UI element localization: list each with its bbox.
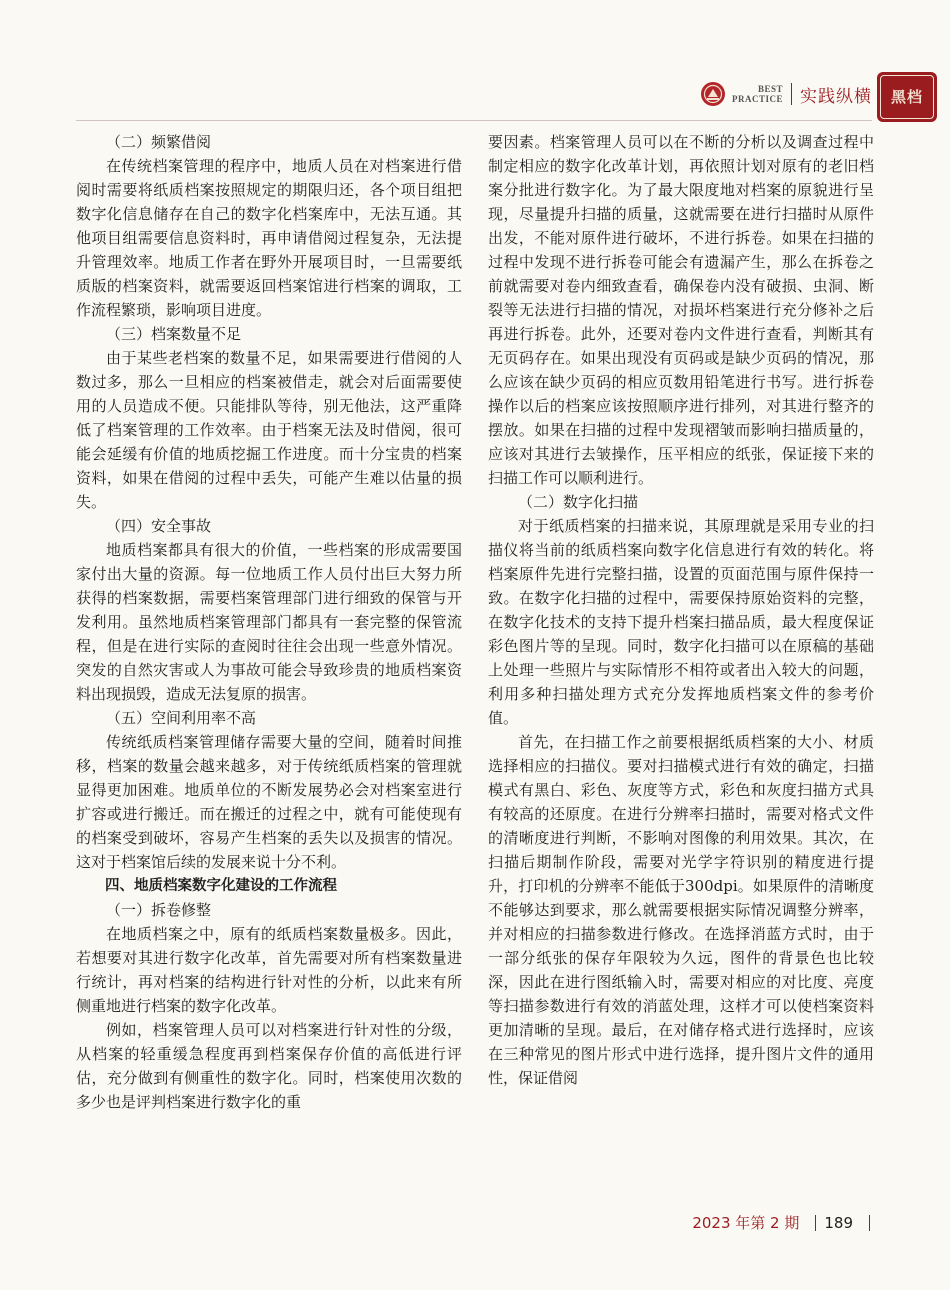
section-title: 实践纵横	[800, 86, 872, 107]
subsection-heading: （一）拆卷修整	[106, 901, 212, 919]
journal-logo-seal	[877, 72, 937, 122]
paragraph: 在地质档案之中，原有的纸质档案数量极多。因此，若想要对其进行数字化改革，首先需要对所有档案数量进行统计，再对档案的结构进行针对性的分析，以此来有所侧重地进行档案的数字化改革。	[76, 925, 462, 1015]
header-divider	[791, 83, 792, 105]
paragraph: 对于纸质档案的扫描来说，其原理就是采用专业的扫描仪将当前的纸质档案向数字化信息进行有效的转化。将档案原件先进行完整扫描，设置的页面范围与原件保持一致。在数字化扫描的过程中，需要保持原始资料的完整，在数字化技术的支持下提升档案扫描品质，最大程度保证彩色图片等的呈现。同时，数字化扫描可以在原稿的基础上处理一些照片与实际情形不相符或者出入较大的问题，利用多种扫描处理方式充分发挥地质档案文件的参考价值。	[488, 517, 874, 727]
paragraph: 首先，在扫描工作之前要根据纸质档案的大小、材质选择相应的扫描仪。要对扫描模式进行有效的确定，扫描模式有黑白、彩色、灰度等方式，彩色和灰度扫描方式具有较高的还原度。在进行分辨率扫描时，需要对格式文件的清晰度进行判断，不影响对图像的利用效果。其次，在扫描后期制作阶段，需要对光学字符识别的精度进行提升，打印机的分辨率不能低于300dpi。如果原件的清晰度不能够达到要求，那么就需要根据实际情况调整分辨率，并对相应的扫描参数进行修改。在选择消蓝方式时，由于一部分纸张的保存年限较为久远，图件的背景色也比较深，因此在进行图纸输入时，需要对相应的对比度、亮度等扫描参数进行有效的消蓝处理，这样才可以使档案资料更加清晰的呈现。最后，在对储存格式进行选择时，应该在三种常见的图片形式中进行选择，提升图片文件的通用性，保证借阅	[488, 733, 874, 1087]
paragraph: 由于某些老档案的数量不足，如果需要进行借阅的人数过多，那么一旦相应的档案被借走，就会对后面需要使用的人员造成不便。只能排队等待，别无他法，这严重降低了档案管理的工作效率。由于档案无法及时借阅，很可能会延缓有价值的地质挖掘工作进度。而十分宝贵的档案资料，如果在借阅的过程中丢失，可能产生难以估量的损失。	[76, 349, 462, 511]
section-heading: 四、地质档案数字化建设的工作流程	[105, 878, 337, 894]
right-column	[488, 130, 874, 1090]
subsection-heading: （三）档案数量不足	[106, 325, 242, 343]
running-header	[700, 72, 872, 116]
header-rule	[76, 120, 872, 121]
paragraph-continued: 要因素。档案管理人员可以在不断的分析以及调查过程中制定相应的数字化改革计划，再依照计划对原有的老旧档案分批进行数字化。为了最大限度地对档案的原貌进行呈现，尽量提升扫描的质量，这就需要在进行扫描时从原件出发，不能对原件进行破坏，不进行拆卷。如果在扫描的过程中发现不进行拆卷可能会有遗漏产生，那么在拆卷之前就需要对卷内细致查看，确保卷内没有破损、虫洞、断裂等无法进行扫描的情况，对损坏档案进行充分修补之后再进行拆卷。此外，还要对卷内文件进行查看，判断其有无页码存在。如果出现没有页码或是缺少页码的情况，那么应该在缺少页码的相应页数用铅笔进行书写。进行拆卷操作以后的档案应该按照顺序进行排列，对其进行整齐的摆放。如果在扫描的过程中发现褶皱而影响扫描质量的，应该对其进行去皱操作，压平相应的纸张，保证接下来的扫描工作可以顺利进行。	[488, 133, 874, 487]
best-practice-label	[732, 84, 783, 104]
seal-text: 黑档	[890, 87, 923, 106]
paragraph: 地质档案都具有很大的价值，一些档案的形成需要国家付出大量的资源。每一位地质工作人员付出巨大努力所获得的档案数据，需要档案管理部门进行细致的保管与开发利用。虽然地质档案管理部门都具有一套完整的保管流程，但是在进行实际的查阅时往往会出现一些意外情况。突发的自然灾害或人为事故可能会导致珍贵的地质档案资料出现损毁，造成无法复原的损害。	[76, 541, 462, 703]
footer-divider	[815, 1215, 816, 1231]
best-label-line1: BEST	[757, 84, 783, 94]
paragraph: 在传统档案管理的程序中，地质人员在对档案进行借阅时需要将纸质档案按照规定的期限归还，各个项目组把数字化信息储存在自己的数字化档案库中，无法互通。其他项目组需要信息资料时，再申请借阅过程复杂，无法提升管理效率。地质工作者在野外开展项目时，一旦需要纸质版的档案资料，就需要返回档案馆进行档案的调取，工作流程繁琐，影响项目进度。	[76, 157, 462, 319]
journal-emblem-icon	[700, 81, 726, 107]
issue-label: 2023 年第 2 期	[692, 1214, 800, 1232]
subsection-heading: （二）数字化扫描	[518, 493, 639, 511]
subsection-heading: （四）安全事故	[106, 517, 212, 535]
paragraph: 传统纸质档案管理储存需要大量的空间，随着时间推移，档案的数量会越来越多，对于传统纸质档案的管理就显得更加困难。地质单位的不断发展势必会对档案室进行扩容或进行搬迁。而在搬迁的过程之中，就有可能使现有的档案受到破坏，容易产生档案的丢失以及损害的情况。这对于档案馆后续的发展来说十分不利。	[76, 733, 462, 871]
footer-divider-end	[869, 1215, 870, 1231]
seal-inner-border	[880, 75, 934, 119]
best-label-line2: PRACTICE	[731, 94, 783, 104]
page-number: 189	[824, 1213, 853, 1232]
subsection-heading: （五）空间利用率不高	[106, 709, 257, 727]
paragraph: 例如，档案管理人员可以对档案进行针对性的分级，从档案的轻重缓急程度再到档案保存价值的高低进行评估，充分做到有侧重性的数字化。同时，档案使用次数的多少也是评判档案进行数字化的重	[76, 1021, 462, 1111]
page-footer	[692, 1212, 878, 1233]
subsection-heading: （二）频繁借阅	[106, 133, 212, 151]
left-column	[76, 130, 462, 1114]
